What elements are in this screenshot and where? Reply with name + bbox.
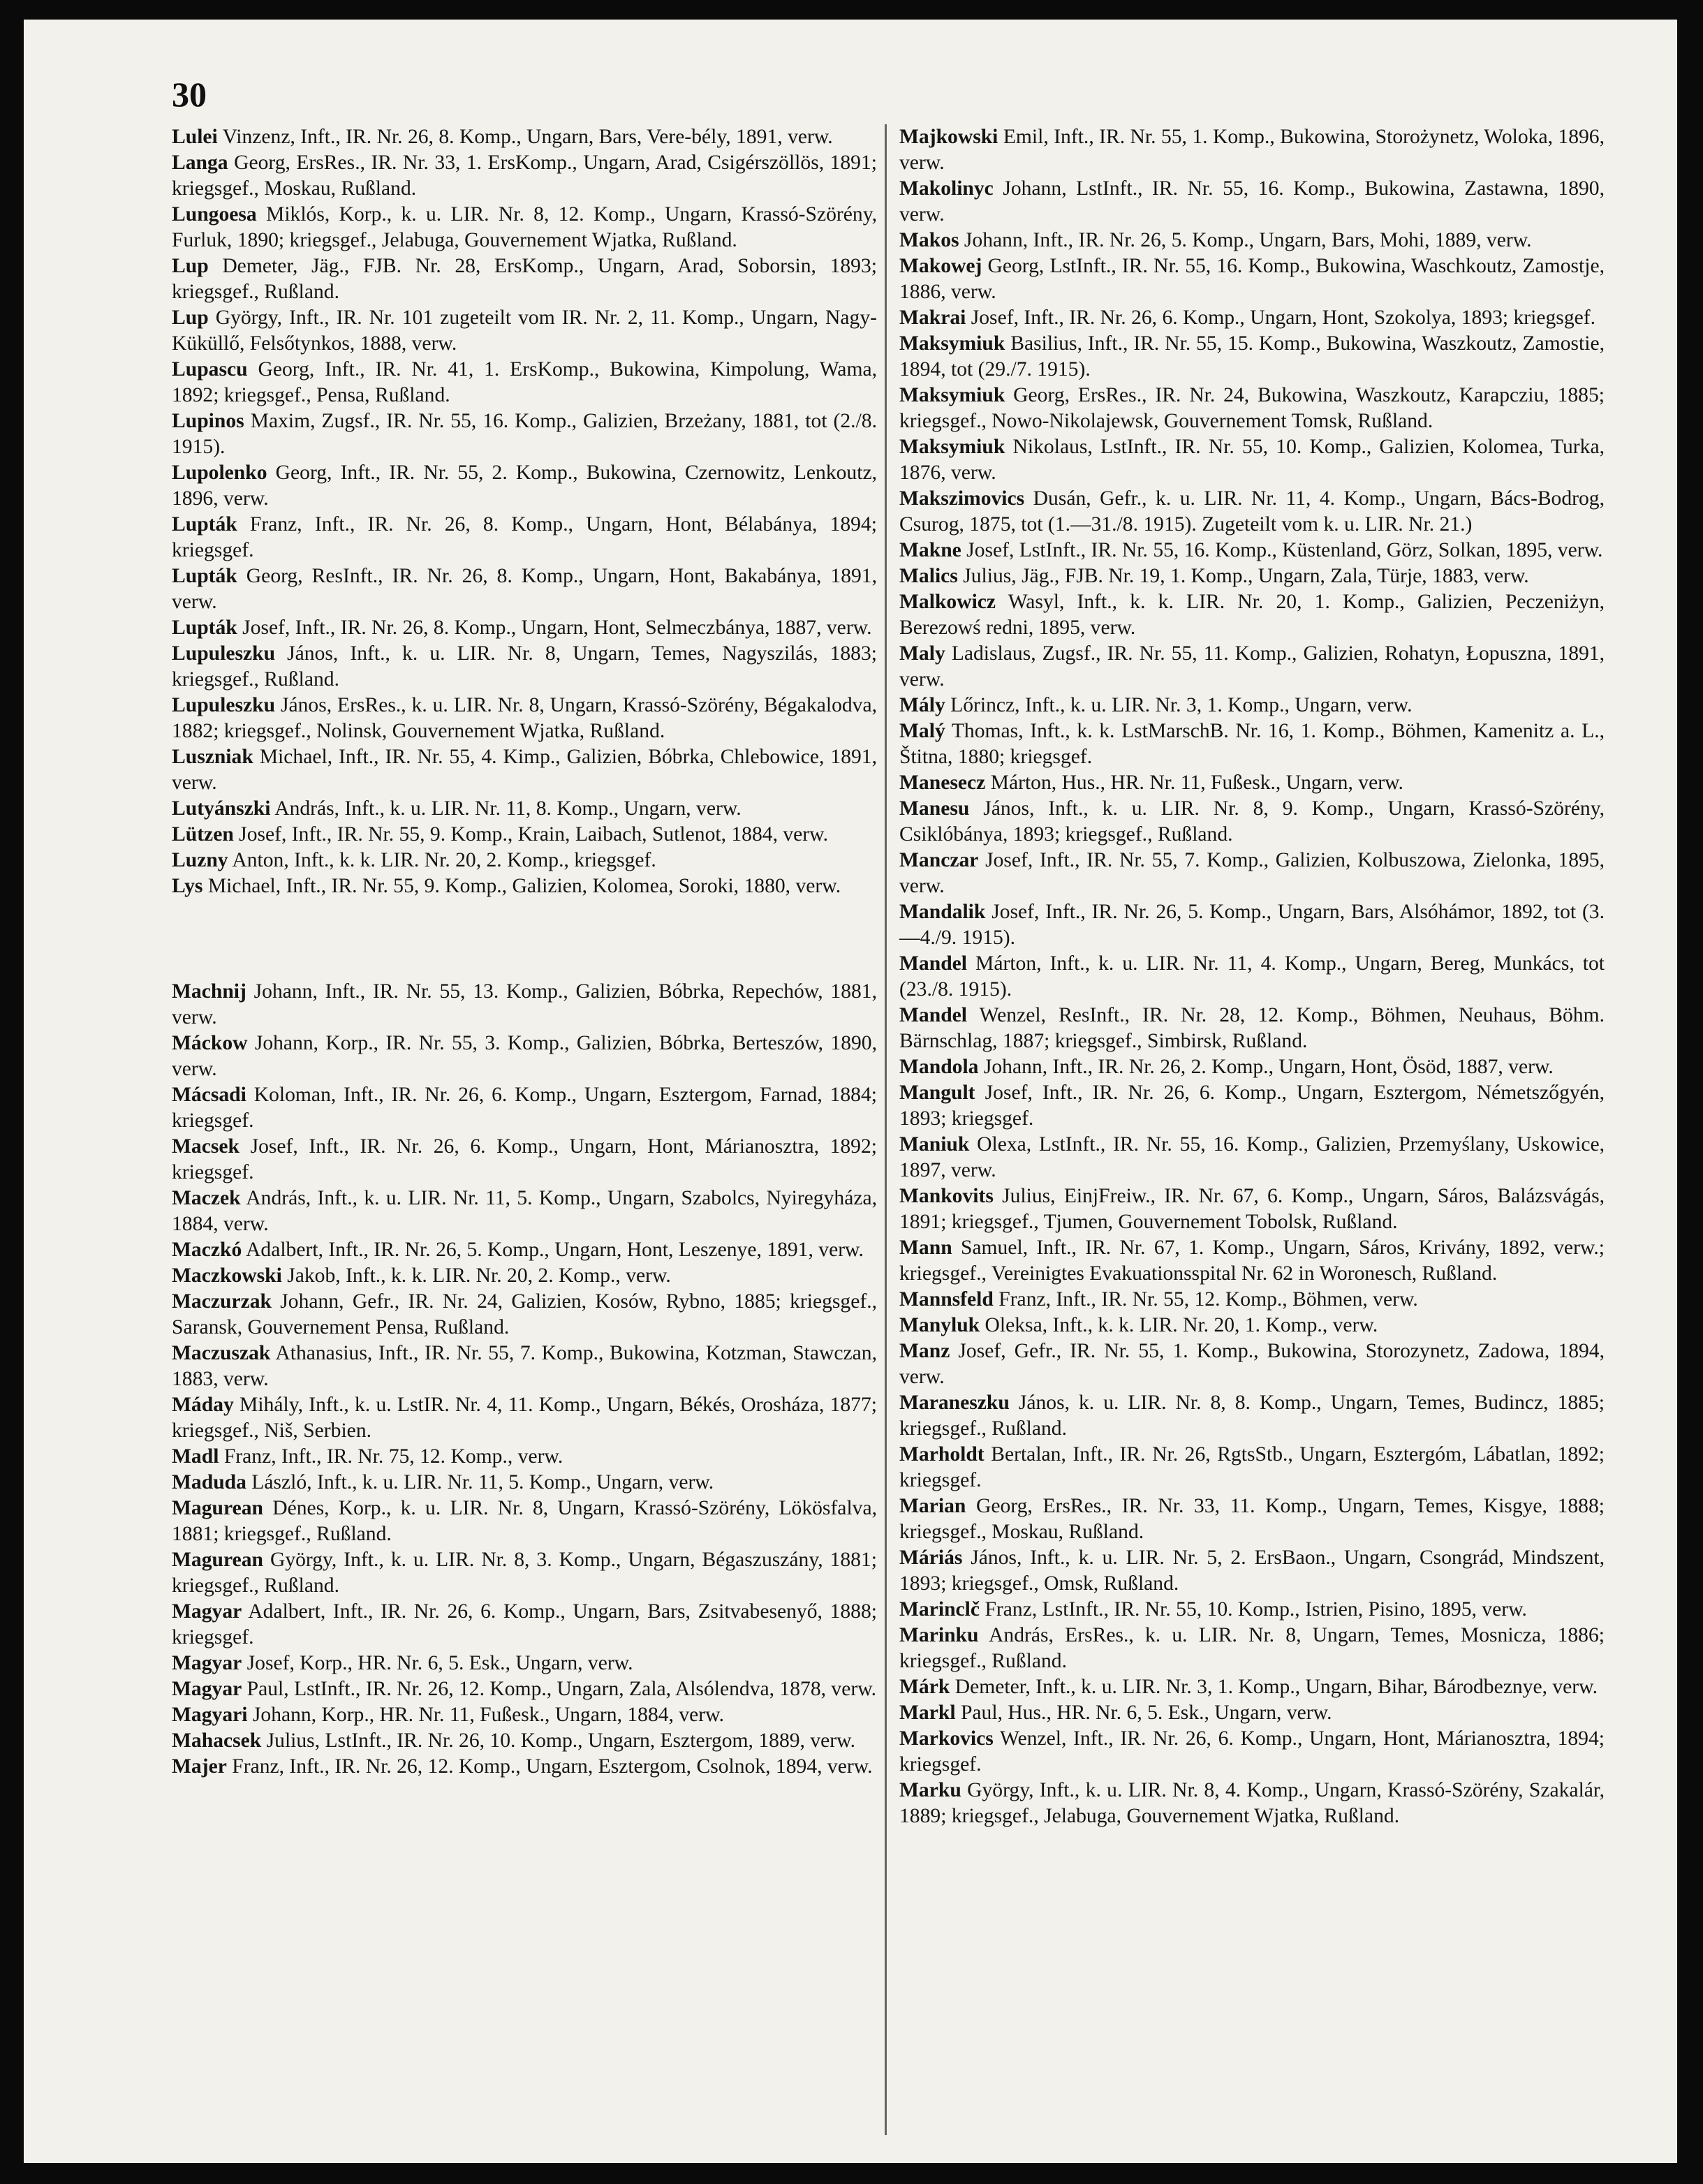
- list-entry: [172, 1728, 877, 1754]
- entry-surname: Maczkó: [172, 1239, 242, 1261]
- entry-surname: Magyar: [172, 1600, 242, 1623]
- entry-surname: Marku: [899, 1779, 961, 1801]
- entry-details: Michael, Inft., IR. Nr. 55, 9. Komp., Galizien, Kolomea, Soroki, 1880, verw.: [202, 875, 841, 897]
- entry-details: Julius, Jäg., FJB. Nr. 19, 1. Komp., Ungarn, Zala, Türje, 1883, verw.: [957, 565, 1529, 587]
- entry-surname: Luzny: [172, 849, 228, 871]
- entry-details: Johann, Inft., IR. Nr. 26, 5. Komp., Ungarn, Bars, Mohi, 1889, verw.: [959, 229, 1532, 251]
- entry-surname: Mangult: [899, 1082, 975, 1104]
- list-entry: [172, 1754, 877, 1780]
- entry-details: Georg, LstInft., IR. Nr. 55, 16. Komp., Bukowina, Waschkoutz, Zamostje, 1886, verw.: [899, 255, 1605, 303]
- entry-details: András, Inft., k. u. LIR. Nr. 11, 8. Komp., Ungarn, verw.: [270, 797, 742, 820]
- entry-details: Demeter, Inft., k. u. LIR. Nr. 3, 1. Komp., Ungarn, Bihar, Bárodbeznye, verw.: [950, 1676, 1598, 1698]
- entry-surname: Machnij: [172, 980, 246, 1003]
- entry-details: Vinzenz, Inft., IR. Nr. 26, 8. Komp., Ungarn, Bars, Vere-bély, 1891, verw.: [217, 126, 833, 148]
- list-entry: [899, 589, 1605, 641]
- entry-surname: Marholdt: [899, 1443, 985, 1466]
- section-gap: [172, 899, 877, 979]
- list-entry: [899, 1003, 1605, 1054]
- list-entry: [172, 822, 877, 848]
- list-entry: [899, 1674, 1605, 1700]
- entry-details: Georg, Inft., IR. Nr. 55, 2. Komp., Bukowina, Czernowitz, Lenkoutz, 1896, verw.: [172, 462, 877, 510]
- entry-details: Lőrincz, Inft., k. u. LIR. Nr. 3, 1. Komp., Ungarn, verw.: [945, 694, 1413, 716]
- list-entry: [172, 873, 877, 899]
- entry-details: Johann, Gefr., IR. Nr. 24, Galizien, Kosów, Rybno, 1885; kriegsgef., Saransk, Gouvernement Pensa, Rußland.: [172, 1290, 877, 1338]
- entry-surname: Mann: [899, 1237, 952, 1259]
- entry-surname: Manyluk: [899, 1314, 980, 1336]
- entry-surname: Maczek: [172, 1187, 241, 1209]
- list-entry: [899, 124, 1605, 176]
- right-column: [899, 124, 1605, 1829]
- entry-surname: Maniuk: [899, 1133, 970, 1156]
- list-entry: [172, 1031, 877, 1082]
- column-divider: [885, 124, 887, 2135]
- entry-surname: Mannsfeld: [899, 1288, 994, 1311]
- list-entry: [899, 693, 1605, 718]
- entry-surname: Mandel: [899, 952, 968, 975]
- list-entry: [899, 1493, 1605, 1545]
- entry-surname: Lupták: [172, 617, 237, 639]
- entry-details: János, Inft., k. u. LIR. Nr. 5, 2. ErsBaon., Ungarn, Csongrád, Mindszent, 1893; kriegsgef., Omsk, Rußland.: [899, 1547, 1605, 1595]
- entry-details: Josef, Inft., IR. Nr. 26, 6. Komp., Ungarn, Esztergom, Németszőgyén, 1893; kriegsgef.: [899, 1082, 1605, 1130]
- entry-details: Maxim, Zugsf., IR. Nr. 55, 16. Komp., Galizien, Brzeżany, 1881, tot (2./8. 1915).: [172, 410, 877, 458]
- entry-surname: Lupolenko: [172, 462, 267, 484]
- entry-surname: Manczar: [899, 849, 979, 871]
- entry-details: Koloman, Inft., IR. Nr. 26, 6. Komp., Ungarn, Esztergom, Farnad, 1884; kriegsgef.: [172, 1084, 877, 1132]
- list-entry: [172, 202, 877, 253]
- entry-surname: Maraneszku: [899, 1392, 1010, 1414]
- entry-details: Wenzel, Inft., IR. Nr. 26, 6. Komp., Ungarn, Hont, Márianosztra, 1894; kriegsgef.: [899, 1727, 1605, 1776]
- list-entry: [172, 460, 877, 512]
- list-entry: [899, 1054, 1605, 1080]
- document-page: [24, 20, 1677, 2163]
- list-entry: [172, 1237, 877, 1263]
- entry-surname: Malkowicz: [899, 591, 996, 613]
- list-entry: [899, 951, 1605, 1003]
- entry-details: György, Inft., IR. Nr. 101 zugeteilt vom IR. Nr. 2, 11. Komp., Ungarn, Nagy-Küküllő, Felsőtynkos, 1888, verw.: [172, 307, 877, 355]
- list-entry: [899, 563, 1605, 589]
- entry-surname: Maczuszak: [172, 1342, 271, 1364]
- entry-details: Johann, Korp., HR. Nr. 11, Fußesk., Ungarn, 1884, verw.: [247, 1704, 724, 1726]
- list-entry: [172, 1547, 877, 1599]
- list-entry: [899, 1778, 1605, 1829]
- entry-surname: Mácsadi: [172, 1084, 246, 1106]
- entry-surname: Malý: [899, 720, 945, 742]
- list-entry: [172, 1444, 877, 1470]
- entry-details: Oleksa, Inft., k. k. LIR. Nr. 20, 1. Komp., verw.: [980, 1314, 1378, 1336]
- list-entry: [172, 563, 877, 615]
- list-entry: [899, 641, 1605, 693]
- entry-details: Johann, Korp., IR. Nr. 55, 3. Komp., Galizien, Bóbrka, Berteszów, 1890, verw.: [172, 1032, 877, 1080]
- entry-details: Jakob, Inft., k. k. LIR. Nr. 20, 2. Komp., verw.: [281, 1264, 671, 1287]
- entry-details: Nikolaus, LstInft., IR. Nr. 55, 10. Komp., Galizien, Kolomea, Turka, 1876, verw.: [899, 436, 1605, 484]
- entry-details: Franz, Inft., IR. Nr. 75, 12. Komp., verw.: [219, 1445, 563, 1468]
- entry-details: Olexa, LstInft., IR. Nr. 55, 16. Komp., Galizien, Przemyślany, Uskowice, 1897, verw.: [899, 1133, 1605, 1181]
- entry-details: Josef, LstInft., IR. Nr. 55, 16. Komp., Küstenland, Görz, Solkan, 1895, verw.: [961, 539, 1603, 561]
- list-entry: [899, 1623, 1605, 1674]
- list-entry: [899, 253, 1605, 305]
- entry-details: Georg, ErsRes., IR. Nr. 33, 1. ErsKomp., Ungarn, Arad, Csigérszöllös, 1891; kriegsgef., Moskau, Rußland.: [172, 152, 877, 200]
- entry-surname: Markl: [899, 1702, 956, 1724]
- entry-surname: Lys: [172, 875, 203, 897]
- entry-surname: Majkowski: [899, 126, 998, 148]
- list-entry: [172, 124, 877, 150]
- entry-details: Josef, Gefr., IR. Nr. 55, 1. Komp., Bukowina, Storozynetz, Zadowa, 1894, verw.: [899, 1340, 1605, 1388]
- entry-details: Johann, Inft., IR. Nr. 26, 2. Komp., Ungarn, Hont, Ösöd, 1887, verw.: [978, 1056, 1554, 1078]
- entry-surname: Máckow: [172, 1032, 248, 1054]
- entry-details: György, Inft., k. u. LIR. Nr. 8, 4. Komp., Ungarn, Krassó-Szörény, Szakalár, 1889; kriegsgef., Jelabuga, Gouvernement Wjatka, Rußland.: [899, 1779, 1605, 1827]
- entry-details: Adalbert, Inft., IR. Nr. 26, 6. Komp., Ungarn, Bars, Zsitvabesenyő, 1888; kriegsgef.: [172, 1600, 877, 1648]
- entry-surname: Maly: [899, 642, 945, 665]
- entry-details: Athanasius, Inft., IR. Nr. 55, 7. Komp., Bukowina, Kotzman, Stawczan, 1883, verw.: [172, 1342, 877, 1390]
- entry-details: Franz, LstInft., IR. Nr. 55, 10. Komp., Istrien, Pisino, 1895, verw.: [980, 1598, 1527, 1621]
- entry-details: László, Inft., k. u. LIR. Nr. 11, 5. Komp., Ungarn, verw.: [246, 1471, 714, 1493]
- list-entry: [899, 1700, 1605, 1726]
- entry-details: Josef, Inft., IR. Nr. 55, 7. Komp., Galizien, Kolbuszowa, Zielonka, 1895, verw.: [899, 849, 1605, 897]
- list-entry: [899, 1442, 1605, 1493]
- entry-surname: Marinclč: [899, 1598, 980, 1621]
- entry-surname: Lupták: [172, 565, 237, 587]
- entry-surname: Lup: [172, 255, 209, 277]
- entry-details: Thomas, Inft., k. k. LstMarschB. Nr. 16, 1. Komp., Böhmen, Kamenitz a. L., Štitna, 1880; kriegsgef.: [899, 720, 1605, 768]
- list-entry: [899, 1132, 1605, 1183]
- entry-details: Johann, LstInft., IR. Nr. 55, 16. Komp., Bukowina, Zastawna, 1890, verw.: [899, 177, 1605, 226]
- list-entry: [899, 718, 1605, 770]
- entry-surname: Lupták: [172, 513, 237, 536]
- entry-surname: Makne: [899, 539, 961, 561]
- entry-surname: Lupascu: [172, 358, 248, 381]
- list-entry: [899, 1287, 1605, 1313]
- list-entry: [899, 1313, 1605, 1338]
- list-entry: [172, 1676, 877, 1702]
- entry-details: János, Inft., k. u. LIR. Nr. 8, 9. Komp., Ungarn, Krassó-Szörény, Csiklóbánya, 1893; kriegsgef., Rußland.: [899, 797, 1605, 846]
- entry-surname: Lulei: [172, 126, 218, 148]
- entry-surname: Lupuleszku: [172, 642, 276, 665]
- entry-surname: Luszniak: [172, 746, 253, 768]
- list-entry: [172, 253, 877, 305]
- entry-surname: Maczkowski: [172, 1264, 282, 1287]
- list-entry: [899, 305, 1605, 331]
- entry-surname: Máriás: [899, 1547, 963, 1569]
- list-entry: [172, 1702, 877, 1728]
- entry-surname: Maczurzak: [172, 1290, 272, 1313]
- entry-details: Márton, Hus., HR. Nr. 11, Fußesk., Ungarn, verw.: [985, 772, 1403, 794]
- entry-surname: Lützen: [172, 823, 234, 846]
- entry-surname: Manesecz: [899, 772, 986, 794]
- entry-surname: Makolinyc: [899, 177, 994, 200]
- entry-details: Basilius, Inft., IR. Nr. 55, 15. Komp., Bukowina, Waszkoutz, Zamostie, 1894, tot (29./7. 1915).: [899, 332, 1605, 381]
- list-entry: [899, 434, 1605, 486]
- entry-surname: Máday: [172, 1394, 234, 1416]
- entry-surname: Lungoesa: [172, 203, 257, 226]
- entry-surname: Langa: [172, 152, 228, 174]
- entry-details: Mihály, Inft., k. u. LstIR. Nr. 4, 11. Komp., Ungarn, Békés, Orosháza, 1877; kriegsgef., Niš, Serbien.: [172, 1394, 877, 1442]
- list-entry: [172, 1134, 877, 1186]
- list-entry: [899, 1080, 1605, 1132]
- entry-details: Márton, Inft., k. u. LIR. Nr. 11, 4. Komp., Ungarn, Bereg, Munkács, tot (23./8. 1915).: [899, 952, 1605, 1001]
- entry-details: Demeter, Jäg., FJB. Nr. 28, ErsKomp., Ungarn, Arad, Soborsin, 1893; kriegsgef., Rußland.: [172, 255, 877, 303]
- list-entry: [899, 331, 1605, 383]
- entry-details: Michael, Inft., IR. Nr. 55, 4. Kimp., Galizien, Bóbrka, Chlebowice, 1891, verw.: [172, 746, 877, 794]
- list-entry: [899, 486, 1605, 538]
- entry-surname: Magyar: [172, 1678, 242, 1700]
- list-entry: [172, 1186, 877, 1237]
- entry-surname: Maduda: [172, 1471, 246, 1493]
- entry-surname: Makrai: [899, 307, 966, 329]
- entry-details: Franz, Inft., IR. Nr. 26, 8. Komp., Ungarn, Hont, Bélabánya, 1894; kriegsgef.: [172, 513, 877, 561]
- list-entry: [899, 383, 1605, 434]
- entry-surname: Magyari: [172, 1704, 248, 1726]
- entry-surname: Manz: [899, 1340, 950, 1362]
- entry-details: András, Inft., k. u. LIR. Nr. 11, 5. Komp., Ungarn, Szabolcs, Nyiregyháza, 1884, verw.: [172, 1187, 877, 1235]
- entry-surname: Madl: [172, 1445, 219, 1468]
- list-entry: [899, 176, 1605, 228]
- entry-details: Miklós, Korp., k. u. LIR. Nr. 8, 12. Komp., Ungarn, Krassó-Szörény, Furluk, 1890; kriegsgef., Jelabuga, Gouvernement Wjatka, Rußland.: [172, 203, 877, 251]
- list-entry: [172, 641, 877, 693]
- list-entry: [899, 1183, 1605, 1235]
- entry-surname: Lutyánszki: [172, 797, 271, 820]
- entry-surname: Magyar: [172, 1652, 242, 1674]
- entry-details: János, k. u. LIR. Nr. 8, 8. Komp., Ungarn, Temes, Budincz, 1885; kriegsgef., Rußland.: [899, 1392, 1605, 1440]
- list-entry: [172, 305, 877, 357]
- entry-details: Johann, Inft., IR. Nr. 55, 13. Komp., Galizien, Bóbrka, Repechów, 1881, verw.: [172, 980, 877, 1028]
- list-entry: [172, 1263, 877, 1289]
- entry-surname: Marinku: [899, 1624, 979, 1646]
- list-entry: [172, 150, 877, 202]
- list-entry: [899, 1726, 1605, 1778]
- entry-surname: Makszimovics: [899, 487, 1025, 510]
- list-entry: [899, 228, 1605, 253]
- entry-surname: Markovics: [899, 1727, 994, 1750]
- entry-surname: Lup: [172, 307, 209, 329]
- list-entry: [899, 770, 1605, 796]
- entry-details: Franz, Inft., IR. Nr. 26, 12. Komp., Ungarn, Esztergom, Csolnok, 1894, verw.: [226, 1755, 873, 1778]
- list-entry: [172, 1651, 877, 1676]
- entry-details: Georg, ErsRes., IR. Nr. 33, 11. Komp., Ungarn, Temes, Kisgye, 1888; kriegsgef., Moskau, Rußland.: [899, 1495, 1605, 1543]
- entry-details: András, ErsRes., k. u. LIR. Nr. 8, Ungarn, Temes, Mosnicza, 1886; kriegsgef., Rußland.: [899, 1624, 1605, 1672]
- entry-details: Josef, Inft., IR. Nr. 26, 6. Komp., Ungarn, Hont, Márianosztra, 1892; kriegsgef.: [172, 1135, 877, 1183]
- list-entry: [172, 979, 877, 1031]
- list-entry: [172, 615, 877, 641]
- entry-surname: Macsek: [172, 1135, 239, 1158]
- entry-details: Wenzel, ResInft., IR. Nr. 28, 12. Komp., Böhmen, Neuhaus, Böhm. Bärnschlag, 1887; kriegsgef., Simbirsk, Rußland.: [899, 1004, 1605, 1052]
- entry-details: Josef, Inft., IR. Nr. 26, 6. Komp., Ungarn, Hont, Szokolya, 1893; kriegsgef.: [966, 307, 1596, 329]
- entry-surname: Maksymiuk: [899, 384, 1005, 406]
- entry-surname: Magurean: [172, 1497, 263, 1519]
- list-entry: [172, 512, 877, 563]
- entry-details: Julius, EinjFreiw., IR. Nr. 67, 6. Komp., Ungarn, Sáros, Balázsvágás, 1891; kriegsgef., Tjumen, Gouvernement Tobolsk, Rußland.: [899, 1185, 1605, 1233]
- entry-surname: Lupinos: [172, 410, 244, 432]
- entry-surname: Marian: [899, 1495, 966, 1517]
- entry-details: Josef, Inft., IR. Nr. 26, 8. Komp., Ungarn, Hont, Selmeczbánya, 1887, verw.: [237, 617, 872, 639]
- entry-details: Josef, Inft., IR. Nr. 55, 9. Komp., Krain, Laibach, Sutlenot, 1884, verw.: [233, 823, 829, 846]
- page-number: 30: [172, 75, 207, 114]
- entry-details: Georg, ResInft., IR. Nr. 26, 8. Komp., Ungarn, Hont, Bakabánya, 1891, verw.: [172, 565, 877, 613]
- list-entry: [172, 796, 877, 822]
- list-entry: [172, 848, 877, 873]
- entry-details: János, Inft., k. u. LIR. Nr. 8, Ungarn, Temes, Nagyszilás, 1883; kriegsgef., Rußland.: [172, 642, 877, 691]
- entry-details: Georg, ErsRes., IR. Nr. 24, Bukowina, Waszkoutz, Karapcziu, 1885; kriegsgef., Nowo-Nikolajewsk, Gouvernement Tomsk, Rußland.: [899, 384, 1605, 432]
- entry-surname: Mandola: [899, 1056, 979, 1078]
- list-entry: [899, 1338, 1605, 1390]
- entry-details: Adalbert, Inft., IR. Nr. 26, 5. Komp., Ungarn, Hont, Leszenye, 1891, verw.: [242, 1239, 864, 1261]
- list-entry: [172, 1341, 877, 1392]
- list-entry: [899, 1235, 1605, 1287]
- list-entry: [899, 538, 1605, 563]
- list-entry: [899, 848, 1605, 899]
- entry-surname: Mahacsek: [172, 1729, 262, 1752]
- list-entry: [172, 693, 877, 744]
- entry-surname: Malics: [899, 565, 958, 587]
- entry-details: György, Inft., k. u. LIR. Nr. 8, 3. Komp., Ungarn, Bégaszuszány, 1881; kriegsgef., Rußland.: [172, 1549, 877, 1597]
- list-entry: [172, 1392, 877, 1444]
- entry-details: Paul, Hus., HR. Nr. 6, 5. Esk., Ungarn, verw.: [955, 1702, 1332, 1724]
- entry-details: Josef, Korp., HR. Nr. 6, 5. Esk., Ungarn, verw.: [242, 1652, 633, 1674]
- list-entry: [172, 357, 877, 408]
- entry-surname: Lupuleszku: [172, 694, 276, 716]
- entry-details: Emil, Inft., IR. Nr. 55, 1. Komp., Bukowina, Storożynetz, Woloka, 1896, verw.: [899, 126, 1605, 174]
- entry-details: János, ErsRes., k. u. LIR. Nr. 8, Ungarn, Krassó-Szörény, Bégakalodva, 1882; kriegsgef., Nolinsk, Gouvernement Wjatka, Rußland.: [172, 694, 877, 742]
- entry-surname: Mankovits: [899, 1185, 994, 1207]
- list-entry: [899, 1390, 1605, 1442]
- entry-details: Georg, Inft., IR. Nr. 41, 1. ErsKomp., Bukowina, Kimpolung, Wama, 1892; kriegsgef., Pensa, Rußland.: [172, 358, 877, 406]
- list-entry: [172, 408, 877, 460]
- entry-surname: Mandalik: [899, 901, 986, 923]
- entry-details: Samuel, Inft., IR. Nr. 67, 1. Komp., Ungarn, Sáros, Krivány, 1892, verw.; kriegsgef., Vereinigtes Evakuationsspital Nr. 62 in Woronesch, Rußland.: [899, 1237, 1605, 1285]
- list-entry: [899, 899, 1605, 951]
- entry-surname: Mály: [899, 694, 945, 716]
- entry-surname: Mandel: [899, 1004, 968, 1026]
- entry-surname: Majer: [172, 1755, 227, 1778]
- entry-surname: Magurean: [172, 1549, 263, 1571]
- list-entry: [172, 1496, 877, 1547]
- entry-details: Josef, Inft., IR. Nr. 26, 5. Komp., Ungarn, Bars, Alsóhámor, 1892, tot (3.—4./9. 1915).: [899, 901, 1605, 949]
- entry-details: Ladislaus, Zugsf., IR. Nr. 55, 11. Komp., Galizien, Rohatyn, Łopuszna, 1891, verw.: [899, 642, 1605, 691]
- entry-surname: Manesu: [899, 797, 970, 820]
- list-entry: [899, 1545, 1605, 1597]
- entry-details: Franz, Inft., IR. Nr. 55, 12. Komp., Böhmen, verw.: [993, 1288, 1418, 1311]
- entry-details: Dénes, Korp., k. u. LIR. Nr. 8, Ungarn, Krassó-Szörény, Lökösfalva, 1881; kriegsgef., Rußland.: [172, 1497, 877, 1545]
- list-entry: [899, 796, 1605, 848]
- entry-surname: Márk: [899, 1676, 950, 1698]
- list-entry: [172, 744, 877, 796]
- entry-surname: Makowej: [899, 255, 982, 277]
- entry-details: Dusán, Gefr., k. u. LIR. Nr. 11, 4. Komp., Ungarn, Bács-Bodrog, Csurog, 1875, tot (1.—31./8. 1915). Zugeteilt vom k. u. LIR. Nr. 21.): [899, 487, 1605, 536]
- list-entry: [172, 1470, 877, 1496]
- left-column: [172, 124, 877, 1780]
- entry-details: Anton, Inft., k. k. LIR. Nr. 20, 2. Komp., kriegsgef.: [228, 849, 656, 871]
- entry-surname: Makos: [899, 229, 959, 251]
- entry-surname: Maksymiuk: [899, 436, 1005, 458]
- entry-details: Paul, LstInft., IR. Nr. 26, 12. Komp., Ungarn, Zala, Alsólendva, 1878, verw.: [242, 1678, 877, 1700]
- list-entry: [172, 1599, 877, 1651]
- list-entry: [172, 1082, 877, 1134]
- entry-details: Bertalan, Inft., IR. Nr. 26, RgtsStb., Ungarn, Esztergóm, Lábatlan, 1892; kriegsgef.: [899, 1443, 1605, 1491]
- entry-details: Wasyl, Inft., k. k. LIR. Nr. 20, 1. Komp., Galizien, Peczeniżyn, Berezowś redni, 1895, verw.: [899, 591, 1605, 639]
- list-entry: [172, 1289, 877, 1341]
- entry-details: Julius, LstInft., IR. Nr. 26, 10. Komp., Ungarn, Esztergom, 1889, verw.: [261, 1729, 855, 1752]
- entry-surname: Maksymiuk: [899, 332, 1005, 355]
- list-entry: [899, 1597, 1605, 1623]
